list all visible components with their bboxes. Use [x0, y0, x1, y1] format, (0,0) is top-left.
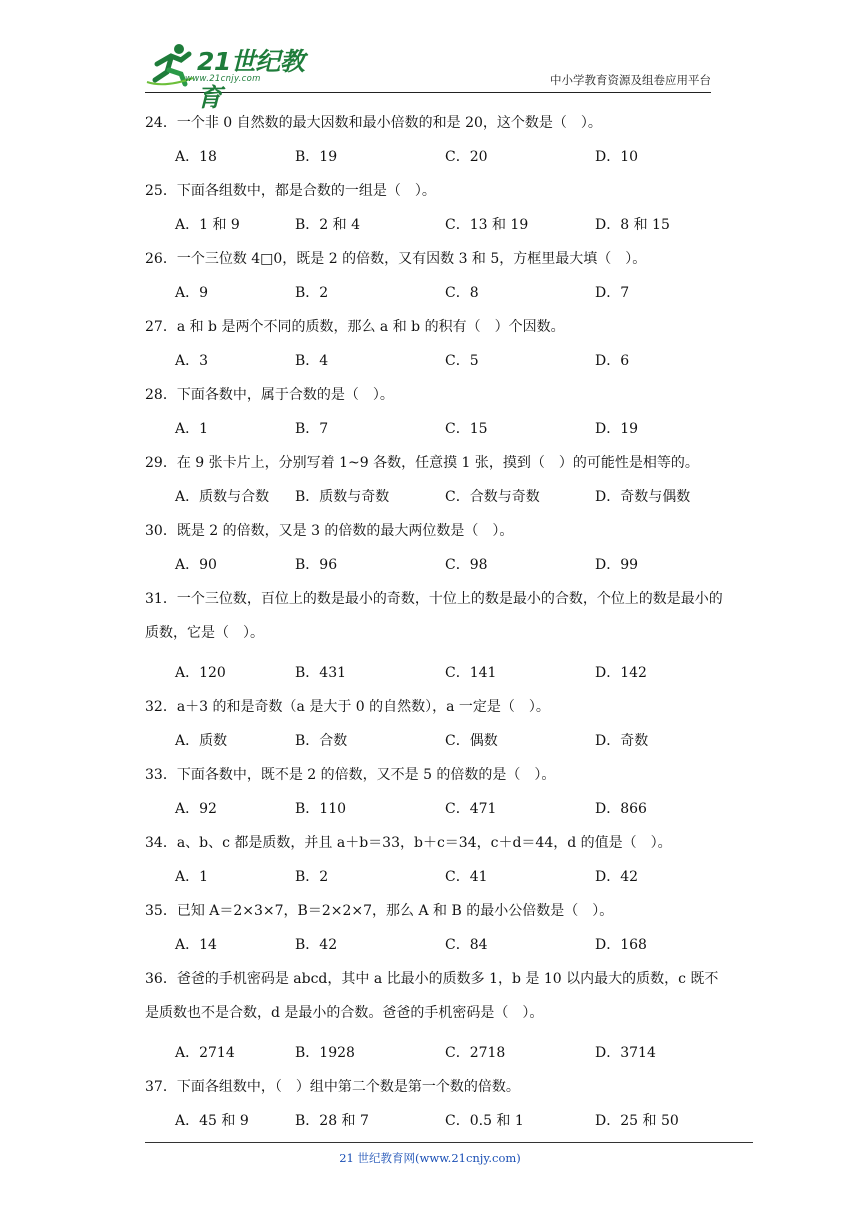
- question-stem: 30．既是 2 的倍数，又是 3 的倍数的最大两位数是（ ）。: [145, 523, 514, 539]
- option-d[interactable]: D．866: [595, 801, 647, 817]
- question-stem: 25．下面各组数中，都是合数的一组是（ ）。: [145, 183, 436, 199]
- question-list: [145, 112, 725, 1144]
- question-stem: 35．已知 A＝2×3×7，B＝2×2×7，那么 A 和 B 的最小公倍数是（ ）。: [145, 903, 614, 919]
- options-row: [145, 1042, 725, 1064]
- options-row: [145, 282, 725, 304]
- question-37: [145, 1076, 725, 1132]
- question-25: [145, 180, 725, 236]
- question-stem: 27．a 和 b 是两个不同的质数，那么 a 和 b 的积有（ ）个因数。: [145, 319, 565, 335]
- option-a[interactable]: A．2714: [175, 1045, 235, 1061]
- option-b[interactable]: B．19: [295, 149, 338, 165]
- question-30: [145, 520, 725, 576]
- option-b[interactable]: B．2 和 4: [295, 217, 361, 233]
- option-d[interactable]: D．168: [595, 937, 647, 953]
- question-stem: 36．爸爸的手机密码是 abcd，其中 a 比最小的质数多 1，b 是 10 以内最大的质数，c 既不是质数也不是合数，d 是最小的合数。爸爸的手机密码是（ ）。: [145, 971, 719, 1021]
- option-a[interactable]: A．18: [175, 149, 217, 165]
- options-row: [145, 866, 725, 888]
- question-stem: 24．一个非 0 自然数的最大因数和最小倍数的和是 20，这个数是（ ）。: [145, 115, 602, 131]
- question-31: [145, 582, 725, 684]
- option-b[interactable]: B．合数: [295, 733, 348, 749]
- question-29: [145, 452, 725, 508]
- logo-text: 21世纪教育: [197, 47, 305, 112]
- option-d[interactable]: D．42: [595, 869, 639, 885]
- option-a[interactable]: A．1: [175, 421, 209, 437]
- option-c[interactable]: C．98: [445, 557, 488, 573]
- question-stem: 33．下面各数中，既不是 2 的倍数，又不是 5 的倍数的是（ ）。: [145, 767, 556, 783]
- question-35: [145, 900, 725, 956]
- page-header: [145, 40, 711, 112]
- option-c[interactable]: C．13 和 19: [445, 217, 529, 233]
- options-row: [145, 662, 725, 684]
- option-c[interactable]: C．15: [445, 421, 488, 437]
- footer-divider: [145, 1142, 753, 1143]
- options-row: [145, 486, 725, 508]
- footer-link[interactable]: 21 世纪教育网(www.21cnjy.com): [339, 1151, 521, 1165]
- option-c[interactable]: C．20: [445, 149, 488, 165]
- option-d[interactable]: D．7: [595, 285, 630, 301]
- option-c[interactable]: C．41: [445, 869, 488, 885]
- options-row: [145, 214, 725, 236]
- options-row: [145, 146, 725, 168]
- question-stem: 32．a＋3 的和是奇数（a 是大于 0 的自然数），a 一定是（ ）。: [145, 699, 550, 715]
- platform-title: 中小学教育资源及组卷应用平台: [550, 73, 711, 87]
- options-row: [145, 934, 725, 956]
- option-d[interactable]: D．6: [595, 353, 630, 369]
- question-stem: 26．一个三位数 4□0，既是 2 的倍数，又有因数 3 和 5，方框里最大填（ ）。: [145, 251, 647, 267]
- logo-url: www.21cnjy.com: [185, 74, 261, 84]
- options-row: [145, 554, 725, 576]
- option-c[interactable]: C．合数与奇数: [445, 489, 540, 505]
- option-a[interactable]: A．45 和 9: [175, 1113, 249, 1129]
- question-34: [145, 832, 725, 888]
- option-d[interactable]: D．99: [595, 557, 639, 573]
- option-a[interactable]: A．质数与合数: [175, 489, 270, 505]
- option-c[interactable]: C．471: [445, 801, 497, 817]
- options-row: [145, 418, 725, 440]
- option-c[interactable]: C．偶数: [445, 733, 498, 749]
- option-d[interactable]: D．奇数: [595, 733, 649, 749]
- options-row: [145, 1110, 725, 1132]
- option-c[interactable]: C．141: [445, 665, 497, 681]
- option-d[interactable]: D．19: [595, 421, 639, 437]
- option-b[interactable]: B．2: [295, 869, 329, 885]
- question-27: [145, 316, 725, 372]
- option-b[interactable]: B．42: [295, 937, 338, 953]
- option-b[interactable]: B．1928: [295, 1045, 355, 1061]
- option-a[interactable]: A．1: [175, 869, 209, 885]
- options-row: [145, 730, 725, 752]
- option-a[interactable]: A．120: [175, 665, 226, 681]
- option-b[interactable]: B．96: [295, 557, 338, 573]
- option-d[interactable]: D．8 和 15: [595, 217, 670, 233]
- question-stem: 31．一个三位数，百位上的数是最小的奇数，十位上的数是最小的合数，个位上的数是最小的质数，它是（ ）。: [145, 591, 723, 641]
- option-d[interactable]: D．奇数与偶数: [595, 489, 691, 505]
- option-a[interactable]: A．14: [175, 937, 217, 953]
- question-26: [145, 248, 725, 304]
- option-a[interactable]: A．质数: [175, 733, 228, 749]
- option-d[interactable]: D．10: [595, 149, 639, 165]
- question-28: [145, 384, 725, 440]
- question-stem: 37．下面各组数中，（ ）组中第二个数是第一个数的倍数。: [145, 1079, 520, 1095]
- question-32: [145, 696, 725, 752]
- option-c[interactable]: C．0.5 和 1: [445, 1113, 524, 1129]
- option-b[interactable]: B．质数与奇数: [295, 489, 390, 505]
- option-a[interactable]: A．90: [175, 557, 217, 573]
- option-a[interactable]: A．92: [175, 801, 217, 817]
- question-stem: 34．a、b、c 都是质数，并且 a＋b＝33，b＋c＝34，c＋d＝44，d 的值是（ ）。: [145, 835, 672, 851]
- question-stem: 28．下面各数中，属于合数的是（ ）。: [145, 387, 394, 403]
- question-24: [145, 112, 725, 168]
- option-d[interactable]: D．142: [595, 665, 647, 681]
- option-c[interactable]: C．8: [445, 285, 479, 301]
- options-row: [145, 350, 725, 372]
- question-36: [145, 962, 725, 1064]
- option-b[interactable]: B．4: [295, 353, 329, 369]
- option-a[interactable]: A．3: [175, 353, 209, 369]
- option-d[interactable]: D．3714: [595, 1045, 656, 1061]
- option-d[interactable]: D．25 和 50: [595, 1113, 679, 1129]
- option-c[interactable]: C．84: [445, 937, 488, 953]
- logo: [145, 42, 320, 112]
- question-stem: 29．在 9 张卡片上，分别写着 1~9 各数，任意摸 1 张，摸到（ ）的可能性是相等的。: [145, 455, 699, 471]
- option-a[interactable]: A．1 和 9: [175, 217, 240, 233]
- option-b[interactable]: B．28 和 7: [295, 1113, 369, 1129]
- question-33: [145, 764, 725, 820]
- option-c[interactable]: C．5: [445, 353, 479, 369]
- options-row: [145, 798, 725, 820]
- option-b[interactable]: B．110: [295, 801, 347, 817]
- option-b[interactable]: B．7: [295, 421, 329, 437]
- option-c[interactable]: C．2718: [445, 1045, 506, 1061]
- option-b[interactable]: B．431: [295, 665, 347, 681]
- option-a[interactable]: A．9: [175, 285, 209, 301]
- option-b[interactable]: B．2: [295, 285, 329, 301]
